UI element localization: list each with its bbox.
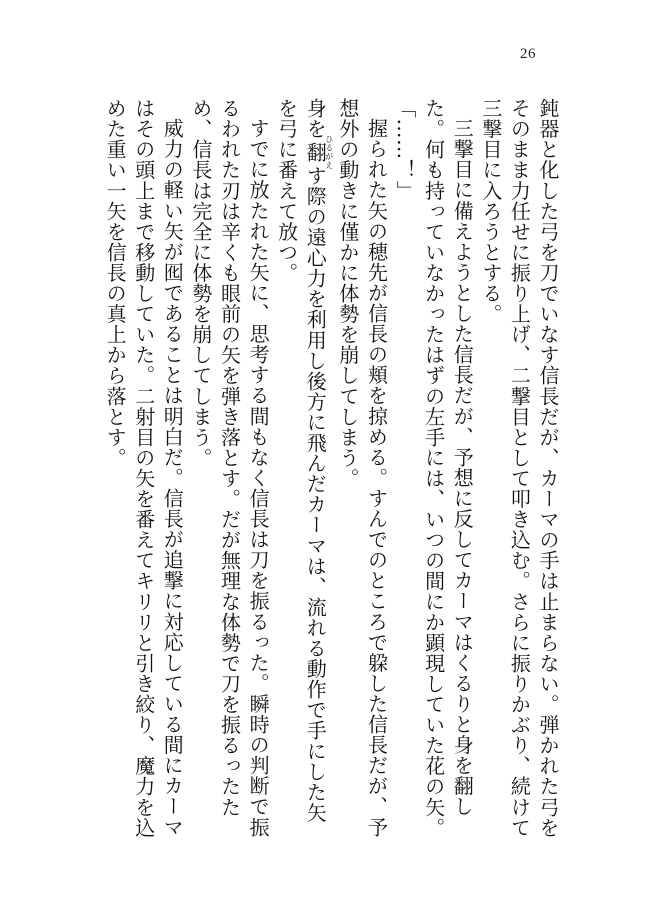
paragraph-4 [272, 98, 333, 838]
paragraph-4-lead: 身を [303, 98, 328, 140]
dialogue-line: 「……！」 [393, 98, 418, 201]
ruby-hirugaesu [303, 135, 334, 170]
paragraph-5: すでに放たれた矢に、思考する間もなく信長は刀を振るった。瞬時の判断で振るわれた刃は辛くも眼前の矢を弾き落とす。だが無理な体勢で刀を振るったため、信長は完全に体勢を崩してしまう。 [188, 98, 271, 838]
paragraph-4-rest: す際の遠心力を利用し後方に飛んだカーマは、流れる動作で手にした矢を弓に番えて放つ。 [274, 98, 328, 823]
paragraph-6: 威力の軽い矢が囮であることは明白だ。信長が追撃に対応している間にカーマはその頭上まで移動していた。二射目の矢を番えてキリリと引き絞り、魔力を込めた重い一矢を信長の真上から落とす。 [103, 98, 185, 838]
novel-text-body [82, 98, 562, 838]
paragraph-1: 鈍器と化した弓を刀でいなす信長だが、カーマの手は止まらない。弾かれた弓をそのまま力任せに振り上げ、二撃目として叩き込む。さらに振りかぶり、続けて三撃目に入ろうとする。 [478, 98, 560, 838]
paragraph-3: 握られた矢の穂先が信長の頬を掠める。すんでのところで躱した信長だが、予想外の動きに僅かに体勢を崩してしまう。 [335, 98, 389, 838]
paragraph-2: 三撃目に備えようとした信長だが、予想に反してカーマはくるりと身を翻した。何も持っていなかったはずの左手には、いつの間にか顕現していた花の矢。 [421, 98, 475, 838]
ruby-reading: ひるがえ [324, 135, 334, 170]
ruby-base: 翻 [303, 135, 328, 170]
page-number: 26 [520, 46, 536, 62]
